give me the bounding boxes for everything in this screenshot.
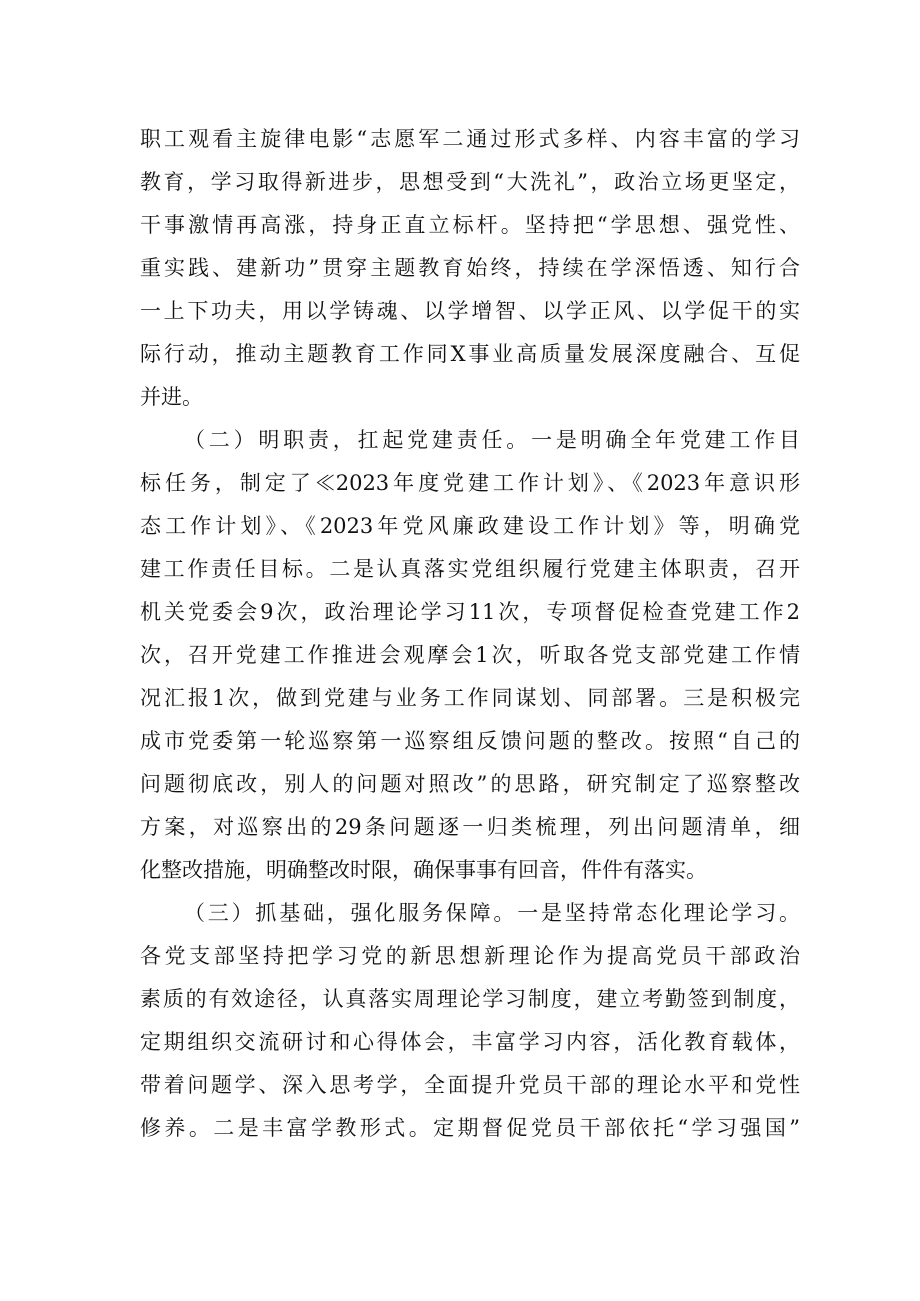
text-line: 各党支部坚持把学习党的新思想新理论作为提高党员干部政治 (140, 944, 800, 968)
text-line: 方案，对巡察出的29条问题逐一归类梳理，列出问题清单，细 (140, 815, 800, 839)
paragraph-continued (140, 118, 800, 419)
section-heading-line: （二）明职责，扛起党建责任。一是明确全年党建工作目 (184, 428, 800, 452)
text-line: 建工作责任目标。二是认真落实党组织履行党建主体职责，召开 (140, 557, 800, 581)
text-line: 况汇报1次，做到党建与业务工作同谋划、同部署。三是积极完 (140, 686, 800, 710)
text-line: 次，召开党建工作推进会观摩会1次，听取各党支部党建工作情 (140, 643, 800, 667)
text-line: 机关党委会9次，政治理论学习11次，专项督促检查党建工作2 (140, 600, 800, 624)
text-line: 问题彻底改，别人的问题对照改”的思路，研究制定了巡察整改 (140, 772, 800, 796)
paragraph-section-2 (140, 419, 800, 892)
text-line: 带着问题学、深入思考学，全面提升党员干部的理论水平和党性 (140, 1073, 800, 1097)
text-line: 修养。二是丰富学教形式。定期督促党员干部依托“学习强国” (140, 1116, 800, 1140)
text-line: 重实践、建新功”贯穿主题教育始终，持续在学深悟透、知行合 (140, 256, 800, 280)
text-line: 际行动，推动主题教育工作同X事业高质量发展深度融合、互促 (140, 342, 800, 366)
text-line: 一上下功夫，用以学铸魂、以学增智、以学正风、以学促干的实 (140, 299, 800, 323)
paragraph-section-3 (140, 892, 800, 1150)
text-line: 成市党委第一轮巡察第一巡察组反馈问题的整改。按照“自己的 (140, 729, 800, 753)
text-line: 并进。 (140, 385, 203, 409)
text-line: 职工观看主旋律电影“志愿军二通过形式多样、内容丰富的学习 (140, 127, 800, 151)
section-heading-line: （三）抓基础，强化服务保障。一是坚持常态化理论学习。 (184, 901, 800, 925)
text-line: 标任务，制定了≪2023年度党建工作计划》、《2023年意识形 (140, 471, 800, 495)
text-line: 教育，学习取得新进步，思想受到“大洗礼”，政治立场更坚定， (140, 170, 800, 194)
text-line: 定期组织交流研讨和心得体会，丰富学习内容，活化教育载体， (140, 1030, 800, 1054)
text-line: 化整改措施，明确整改时限，确保事事有回音，件件有落实。 (140, 858, 707, 882)
document-body (140, 118, 800, 1150)
text-line: 态工作计划》、《2023年党风廉政建设工作计划》等，明确党 (140, 514, 800, 538)
text-line: 干事激情再高涨，持身正直立标杆。坚持把“学思想、强党性、 (140, 213, 800, 237)
text-line: 素质的有效途径，认真落实周理论学习制度，建立考勤签到制度， (140, 987, 800, 1011)
